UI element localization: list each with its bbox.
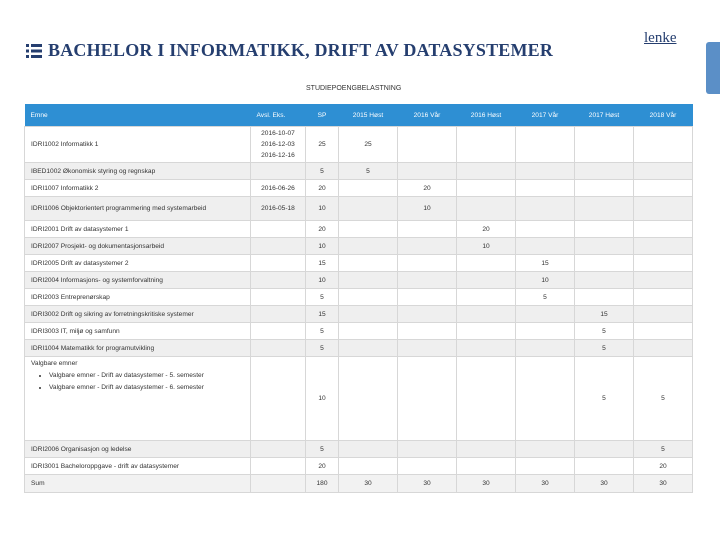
semester-cell (339, 323, 398, 340)
sum-semester: 30 (398, 475, 457, 493)
table-header-row (25, 104, 693, 127)
sum-sp: 180 (306, 475, 339, 493)
table-row (25, 357, 693, 441)
elective-item[interactable]: • Valgbare emner - Drift av datasystemer - 5. semester (49, 371, 248, 381)
sum-semester: 30 (457, 475, 516, 493)
semester-cell (516, 221, 575, 238)
semester-cell: 20 (457, 221, 516, 238)
exam-date: 2016-06-26 (261, 184, 295, 192)
table-row (25, 197, 693, 221)
sum-semester: 30 (339, 475, 398, 493)
exam-date-cell (251, 357, 306, 441)
semester-cell (575, 163, 634, 180)
sp-cell: 20 (306, 180, 339, 197)
table-row (25, 441, 693, 458)
exam-date-cell (251, 475, 306, 493)
semester-cell (457, 197, 516, 221)
semester-cell (634, 197, 693, 221)
semester-cell (339, 289, 398, 306)
semester-cell (516, 458, 575, 475)
exam-date-cell (251, 127, 306, 163)
semester-cell (575, 127, 634, 163)
exam-date-cell (251, 458, 306, 475)
table-row (25, 163, 693, 180)
elective-item[interactable]: • Valgbare emner - Drift av datasystemer - 6. semester (49, 383, 248, 393)
sp-cell: 5 (306, 289, 339, 306)
course-name-cell[interactable]: IDRI2004 Informasjons- og systemforvaltning (25, 272, 251, 289)
course-name-cell[interactable]: IDRI2006 Organisasjon og ledelse (25, 441, 251, 458)
sum-row (25, 475, 693, 493)
course-name-cell[interactable]: IDRI2003 Entreprenørskap (25, 289, 251, 306)
semester-cell (516, 306, 575, 323)
semester-cell (339, 306, 398, 323)
column-header: Avsl. Eks. (251, 104, 306, 127)
course-name-cell[interactable]: IDRI3003 IT, miljø og samfunn (25, 323, 251, 340)
elective-list (31, 371, 248, 393)
semester-cell (634, 255, 693, 272)
column-header: 2015 Høst (339, 104, 398, 127)
semester-cell: 5 (516, 289, 575, 306)
semester-cell: 5 (575, 340, 634, 357)
exam-date-cell (251, 323, 306, 340)
semester-cell (575, 255, 634, 272)
exam-date-cell (251, 221, 306, 238)
semester-cell (398, 357, 457, 441)
table-row (25, 180, 693, 197)
course-name-cell[interactable]: IDRI1002 Informatikk 1 (25, 127, 251, 163)
semester-cell (398, 238, 457, 255)
semester-cell (339, 272, 398, 289)
exam-date-cell (251, 255, 306, 272)
section-heading: STUDIEPOENGBELASTNING (306, 85, 402, 92)
semester-cell (398, 272, 457, 289)
exam-date-cell (251, 340, 306, 357)
sum-label: Sum (25, 475, 251, 493)
semester-cell (398, 255, 457, 272)
course-name-cell[interactable]: IDRI3002 Drift og sikring av forretningskritiske systemer (25, 306, 251, 323)
semester-cell (398, 441, 457, 458)
semester-cell (457, 441, 516, 458)
exam-date: 2016-12-03 (261, 141, 295, 148)
semester-cell (575, 180, 634, 197)
course-name-cell[interactable]: IDRI1004 Matematikk for programutvikling (25, 340, 251, 357)
column-header: Emne (25, 104, 251, 127)
course-name-cell[interactable]: IDRI1006 Objektorientert programmering med systemarbeid (25, 197, 251, 221)
exam-date-cell (251, 163, 306, 180)
exam-date-cell (251, 272, 306, 289)
semester-cell (398, 340, 457, 357)
title-bar (26, 40, 553, 61)
sp-cell: 10 (306, 357, 339, 441)
column-header: 2018 Vår (634, 104, 693, 127)
semester-cell (457, 180, 516, 197)
semester-cell (634, 272, 693, 289)
sp-cell: 10 (306, 197, 339, 221)
sp-cell: 20 (306, 458, 339, 475)
column-header: SP (306, 104, 339, 127)
course-name-cell[interactable]: IDRI3001 Bacheloroppgave - drift av datasystemer (25, 458, 251, 475)
semester-cell (398, 221, 457, 238)
elective-cell (25, 357, 251, 441)
semester-cell (457, 255, 516, 272)
elective-title: Valgbare emner (31, 360, 78, 367)
table-row (25, 221, 693, 238)
exam-date-cell (251, 441, 306, 458)
semester-cell (457, 289, 516, 306)
exam-date-cell (251, 180, 306, 197)
table-row (25, 127, 693, 163)
sp-cell: 20 (306, 221, 339, 238)
semester-cell (575, 221, 634, 238)
sp-cell: 15 (306, 306, 339, 323)
semester-cell (398, 458, 457, 475)
semester-cell (457, 357, 516, 441)
semester-cell (516, 197, 575, 221)
semester-cell: 15 (575, 306, 634, 323)
semester-cell: 20 (398, 180, 457, 197)
exam-date-cell (251, 238, 306, 255)
column-header: 2016 Høst (457, 104, 516, 127)
semester-cell (339, 255, 398, 272)
semester-cell (516, 180, 575, 197)
table-row (25, 289, 693, 306)
table-row (25, 255, 693, 272)
semester-cell (634, 238, 693, 255)
semester-cell (634, 163, 693, 180)
sp-cell: 5 (306, 441, 339, 458)
semester-cell (634, 221, 693, 238)
exam-date-cell (251, 197, 306, 221)
semester-cell (339, 340, 398, 357)
exam-date: 2016-05-18 (261, 205, 295, 212)
semester-cell (339, 180, 398, 197)
semester-cell (457, 272, 516, 289)
semester-cell: 10 (516, 272, 575, 289)
semester-cell (516, 163, 575, 180)
course-name-cell[interactable]: IDRI2005 Drift av datasystemer 2 (25, 255, 251, 272)
table-row (25, 272, 693, 289)
semester-cell (575, 458, 634, 475)
semester-cell (516, 340, 575, 357)
semester-cell (634, 180, 693, 197)
sp-cell: 5 (306, 340, 339, 357)
table-body (25, 127, 693, 493)
semester-cell (339, 197, 398, 221)
course-name-cell[interactable]: IDRI1007 Informatikk 2 (25, 180, 251, 197)
page-title: BACHELOR I INFORMATIKK, DRIFT AV DATASYSTEMER (48, 40, 554, 60)
semester-cell (339, 221, 398, 238)
side-tab[interactable] (706, 42, 720, 94)
table-row (25, 323, 693, 340)
sp-cell: 15 (306, 255, 339, 272)
semester-cell (398, 289, 457, 306)
table-row (25, 458, 693, 475)
semester-cell (516, 441, 575, 458)
semester-cell (339, 238, 398, 255)
sum-semester: 30 (634, 475, 693, 493)
semester-cell: 5 (575, 323, 634, 340)
semester-cell (575, 197, 634, 221)
semester-cell (575, 441, 634, 458)
semester-cell (634, 306, 693, 323)
table-row (25, 306, 693, 323)
semester-cell (516, 323, 575, 340)
exam-date: 2016-12-16 (261, 152, 295, 159)
sp-cell: 10 (306, 238, 339, 255)
course-name-cell[interactable]: IBED1002 Økonomisk styring og regnskap (25, 163, 251, 180)
semester-cell (516, 357, 575, 441)
list-menu-icon (26, 43, 42, 59)
sum-semester: 30 (575, 475, 634, 493)
table-row (25, 238, 693, 255)
study-plan-table (24, 104, 693, 493)
sp-cell: 10 (306, 272, 339, 289)
semester-cell (457, 306, 516, 323)
semester-cell (339, 357, 398, 441)
semester-cell (457, 127, 516, 163)
course-name-cell[interactable]: IDRI2001 Drift av datasystemer 1 (25, 221, 251, 238)
table-row (25, 340, 693, 357)
semester-cell: 15 (516, 255, 575, 272)
column-header: 2016 Vår (398, 104, 457, 127)
semester-cell (398, 163, 457, 180)
semester-cell (457, 340, 516, 357)
semester-cell (339, 458, 398, 475)
column-header: 2017 Høst (575, 104, 634, 127)
semester-cell (634, 323, 693, 340)
sp-cell: 5 (306, 323, 339, 340)
sp-cell: 25 (306, 127, 339, 163)
sum-semester: 30 (516, 475, 575, 493)
semester-cell (575, 289, 634, 306)
semester-cell (339, 441, 398, 458)
sp-cell: 5 (306, 163, 339, 180)
semester-cell: 5 (634, 441, 693, 458)
semester-cell: 10 (398, 197, 457, 221)
exam-date-cell (251, 306, 306, 323)
semester-cell (516, 127, 575, 163)
semester-cell (634, 340, 693, 357)
semester-cell: 20 (634, 458, 693, 475)
column-header: 2017 Vår (516, 104, 575, 127)
exam-date-cell (251, 289, 306, 306)
semester-cell (457, 458, 516, 475)
semester-cell (634, 289, 693, 306)
semester-cell (575, 238, 634, 255)
semester-cell: 10 (457, 238, 516, 255)
semester-cell: 5 (634, 357, 693, 441)
exam-date: 2016-10-07 (261, 130, 295, 137)
semester-cell: 25 (339, 127, 398, 163)
semester-cell: 5 (575, 357, 634, 441)
semester-cell (575, 272, 634, 289)
semester-cell: 5 (339, 163, 398, 180)
semester-cell (398, 127, 457, 163)
semester-cell (398, 323, 457, 340)
semester-cell (457, 163, 516, 180)
semester-cell (634, 127, 693, 163)
semester-cell (457, 323, 516, 340)
course-name-cell[interactable]: IDRI2007 Prosjekt- og dokumentasjonsarbeid (25, 238, 251, 255)
semester-cell (516, 238, 575, 255)
semester-cell (398, 306, 457, 323)
lenke-link[interactable]: lenke (644, 30, 677, 46)
